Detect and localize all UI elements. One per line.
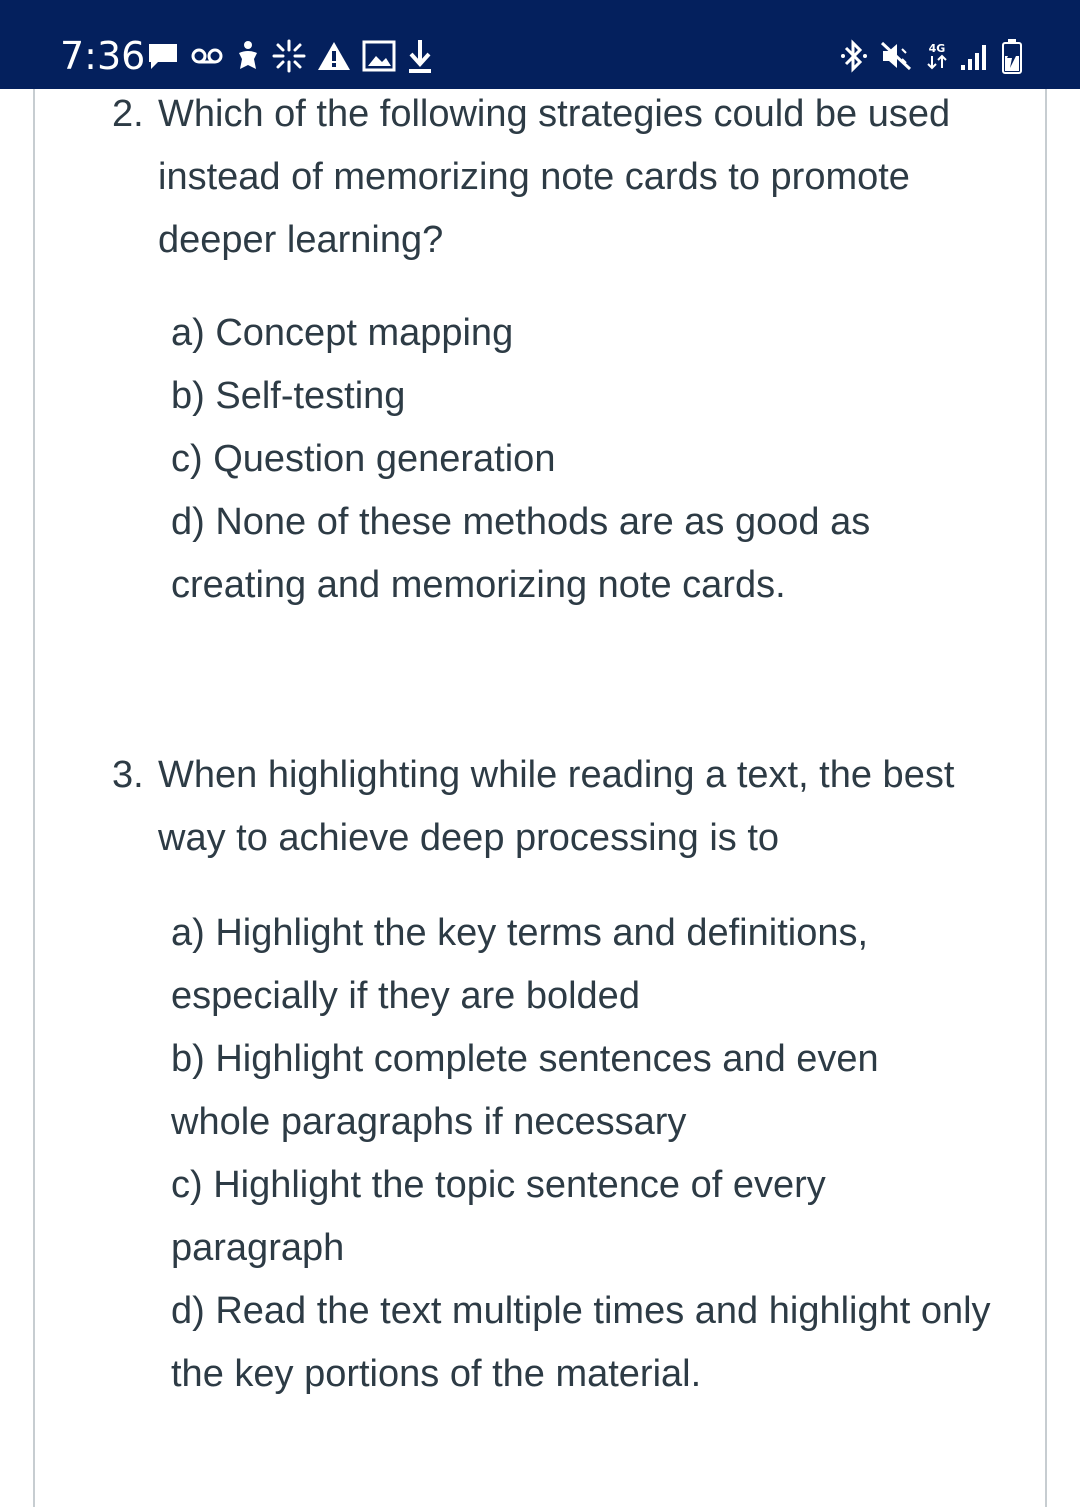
bluetooth-icon	[840, 38, 868, 74]
question-3-options	[171, 902, 1011, 1406]
voicemail-icon	[190, 46, 224, 66]
mute-icon	[880, 39, 914, 73]
network-label: 4G	[928, 41, 946, 55]
answer-option: c) Highlight the topic sentence of every paragraph	[171, 1164, 826, 1269]
signal-icon	[960, 41, 990, 71]
status-bar	[0, 0, 1080, 89]
answer-option: a) Concept mapping	[171, 312, 514, 354]
status-left-icons	[146, 36, 434, 76]
battery-charging-icon	[1002, 38, 1022, 74]
status-time: 7:36	[60, 34, 146, 78]
question-3	[112, 744, 962, 870]
question-text: When highlighting while reading a text, the best way to achieve deep processing is to	[158, 754, 955, 859]
answer-option: b) Highlight complete sentences and even whole paragraphs if necessary	[171, 1038, 879, 1143]
question-text: Which of the following strategies could be used instead of memorizing note cards to promote deeper learning?	[158, 93, 951, 261]
status-right-icons	[840, 36, 1022, 76]
question-2-options	[171, 302, 1011, 617]
answer-option: c) Question generation	[171, 438, 556, 480]
question-2	[112, 83, 972, 272]
question-number: 2.	[112, 93, 144, 135]
message-icon	[146, 41, 180, 71]
answer-option: d) None of these methods are as good as creating and memorizing note cards.	[171, 501, 871, 606]
download-icon	[406, 38, 434, 74]
answer-option: a) Highlight the key terms and definitions, especially if they are bolded	[171, 912, 869, 1017]
sparkle-icon	[272, 39, 306, 73]
answer-option: d) Read the text multiple times and highlight only the key portions of the material.	[171, 1290, 991, 1395]
accessibility-icon	[234, 39, 262, 73]
answer-option: b) Self-testing	[171, 375, 406, 417]
4g-lte-icon	[926, 43, 948, 70]
question-number: 3.	[112, 754, 144, 796]
warning-icon	[316, 40, 352, 72]
image-icon	[362, 40, 396, 72]
